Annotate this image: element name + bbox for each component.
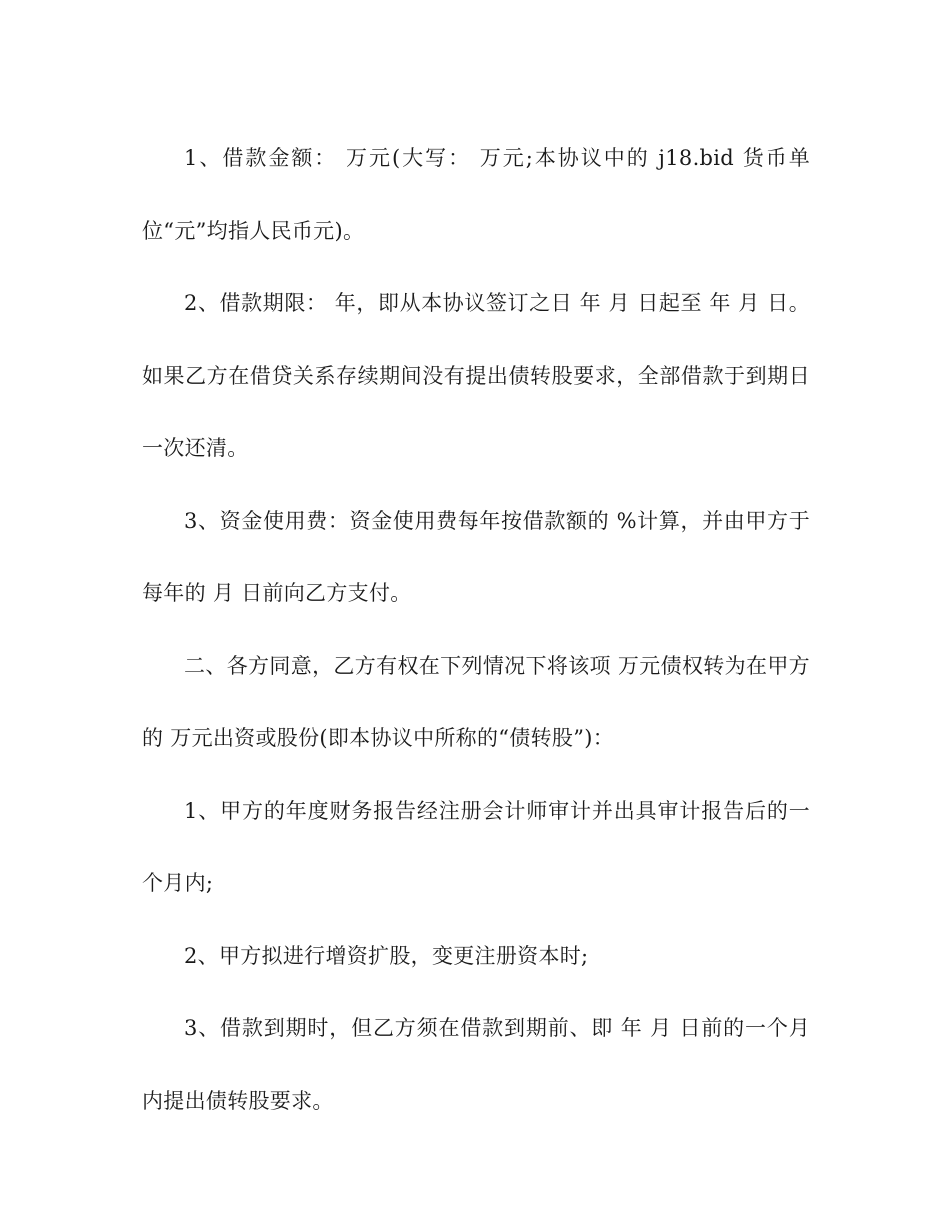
paragraph-loan-term: 2、借款期限： 年，即从本协议签订之日 年 月 日起至 年 月 日。如果乙方在借贷关系存续期间没有提出债转股要求，全部借款于到期日一次还清。 (142, 291, 810, 460)
paragraph-debt-to-equity: 二、各方同意，乙方有权在下列情况下将该项 万元债权转为在甲方的 万元出资或股份(即本协议中所称的“债转股”)： (142, 653, 810, 750)
paragraph-condition-capital-increase: 2、甲方拟进行增资扩股，变更注册资本时; (184, 943, 589, 968)
paragraph-condition-audit: 1、甲方的年度财务报告经注册会计师审计并出具审计报告后的一个月内; (142, 798, 810, 895)
paragraph-loan-amount: 1、借款金额： 万元(大写： 万元;本协议中的 j18.bid 货币单位“元”均指人民币元)。 (142, 146, 810, 243)
paragraph-condition-maturity: 3、借款到期时，但乙方须在借款到期前、即 年 月 日前的一个月内提出债转股要求。 (142, 1016, 810, 1113)
document-body (142, 122, 810, 1137)
paragraph-usage-fee: 3、资金使用费：资金使用费每年按借款额的 %计算，并由甲方于每年的 月 日前向乙方支付。 (142, 508, 810, 605)
